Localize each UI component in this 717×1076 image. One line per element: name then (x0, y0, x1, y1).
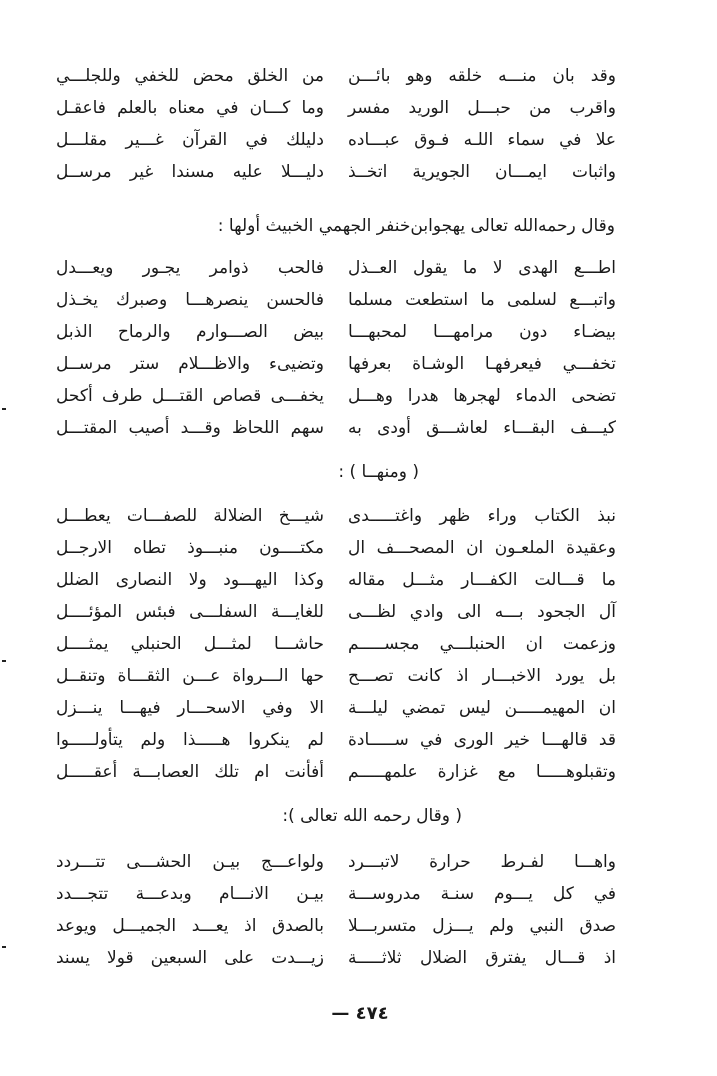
verse-first-hemistich: وزعمت ان الحنبلـــي مجســـــم (348, 634, 616, 654)
verse-second-hemistich: حها الـــرواة عـــن الثقـــاة وتنقــل (56, 666, 324, 686)
poem-section-2 (56, 252, 616, 444)
verse-first-hemistich: واهـــا لفـرط حرارة لاتبـــرد (348, 852, 616, 872)
verse-first-hemistich: واتبـــع لسلمى ما استطعت مسلما (348, 290, 616, 310)
verse-row (56, 660, 616, 692)
verse-first-hemistich: علا في سماء اللـه فـوق عبـــاده (348, 130, 616, 150)
scan-margin-mark (2, 946, 6, 948)
verse-row (56, 156, 616, 188)
verse-first-hemistich: آل الجحود بـــه الى وادي لظـــى (348, 602, 616, 622)
verse-row (56, 628, 616, 660)
verse-second-hemistich: سهم اللحاظ وقـــد أصيب المقتـــل (56, 418, 324, 438)
poem-section-4 (56, 846, 616, 974)
verse-first-hemistich: تضحى الدماء لهجرها هدرا وهـــل (348, 386, 616, 406)
verse-row (56, 564, 616, 596)
verse-first-hemistich: ما قـــالت الكفـــار مثـــل مقاله (348, 570, 616, 590)
verse-first-hemistich: تخفـــي فيعرفهـا الوشـاة بعرفها (348, 354, 616, 374)
verse-second-hemistich: فالحب ذوامر يجـور ويعـــدل (56, 258, 324, 278)
verse-row (56, 910, 616, 942)
verse-first-hemistich: كيـــف البقـــاء لعاشـــق أودى به (348, 418, 616, 438)
verse-second-hemistich: وما كـــان في معناه بالعلم فاعقـل (56, 98, 324, 118)
verse-row (56, 756, 616, 788)
verse-second-hemistich: مكتــــون منبـــوذ تطاه الارجــل (56, 538, 324, 558)
verse-row (56, 348, 616, 380)
verse-second-hemistich: الا وفي الاسحـــار فيهـــا ينـــزل (56, 698, 324, 718)
verse-first-hemistich: وتقبلوهـــــا مع غزارة علمهـــــم (348, 762, 616, 782)
verse-second-hemistich: فالحسن ينصرهـــا وصبرك يخـذل (56, 290, 324, 310)
verse-row (56, 596, 616, 628)
verse-second-hemistich: حاشـــا لمثـــل الحنبلي يمثــــل (56, 634, 324, 654)
verse-row (56, 878, 616, 910)
scan-margin-mark (2, 408, 6, 410)
verse-second-hemistich: دليلك في القرآن غـــير مقلـــل (56, 130, 324, 150)
verse-row (56, 92, 616, 124)
page-number: ٤٧٤ — (331, 1003, 389, 1024)
verse-first-hemistich: وعقيدة الملعـون ان المصحـــف ال (348, 538, 616, 558)
verse-row (56, 724, 616, 756)
verse-second-hemistich: وكذا اليهـــود ولا النصارى الضلل (56, 570, 324, 590)
verse-second-hemistich: ولواعـــج بيـن الحشـــى تتـــردد (56, 852, 324, 872)
verse-second-hemistich: بيض الصـــوارم والرماح الذبل (56, 322, 324, 342)
verse-second-hemistich: أفأنت ام تلك العصابـــة أعقـــــل (56, 762, 324, 782)
verse-first-hemistich: بل يورد الاخبـــار اذ كانت تصـــح (348, 666, 616, 686)
verse-first-hemistich: اذ قـــال يفترق الضلال ثلاثـــــة (348, 948, 616, 968)
verse-first-hemistich: واثبات ايمـــان الجويرية اتخــذ (348, 162, 616, 182)
verse-second-hemistich: زيـــدت على السبعين قولا يسند (56, 948, 324, 968)
verse-row (56, 60, 616, 92)
section-heading: ( وقال رحمه الله تعالى ): (282, 806, 462, 826)
verse-row (56, 532, 616, 564)
verse-second-hemistich: بيـن الانـــام وبدعـــة تتجـــدد (56, 884, 324, 904)
verse-first-hemistich: صدق النبي ولم يـــزل متسربـــلا (348, 916, 616, 936)
verse-row (56, 284, 616, 316)
verse-first-hemistich: في كل يـــوم سنـة مدروســـة (348, 884, 616, 904)
section-heading: وقال رحمه‌الله تعالى يهجوابن‌خنفر الجهمي الخبيث أولها : (217, 216, 615, 236)
verse-second-hemistich: وتضيىء والاظـــلام ستر مرســل (56, 354, 324, 374)
verse-second-hemistich: للغايـــة السفلـــى فبئس المؤئــــل (56, 602, 324, 622)
section-heading: ( ومنهــا ) : (338, 462, 419, 482)
verse-row (56, 252, 616, 284)
verse-row (56, 942, 616, 974)
verse-row (56, 846, 616, 878)
verse-row (56, 124, 616, 156)
verse-second-hemistich: بالصدق اذ يعـــد الجميـــل ويوعد (56, 916, 324, 936)
verse-second-hemistich: يخفـــى قصاص القتـــل طرف أكحل (56, 386, 324, 406)
verse-row (56, 380, 616, 412)
verse-row (56, 692, 616, 724)
scan-margin-mark (2, 660, 6, 662)
verse-row (56, 316, 616, 348)
verse-first-hemistich: وقد بان منـــه خلقه وهو بائـــن (348, 66, 616, 86)
poem-section-3 (56, 500, 616, 788)
verse-second-hemistich: دليـــلا عليه مسندا غير مرســل (56, 162, 324, 182)
verse-second-hemistich: من الخلق محض للخفي وللجلـــي (56, 66, 324, 86)
verse-row (56, 412, 616, 444)
verse-row (56, 500, 616, 532)
verse-first-hemistich: ان المهيمـــــن ليس تمضي ليلـــة (348, 698, 616, 718)
poem-section-1 (56, 60, 616, 188)
verse-first-hemistich: واقرب من حبـــل الوريد مفسر (348, 98, 616, 118)
verse-second-hemistich: لم ينكروا هـــــذا ولم يتأولـــــوا (56, 730, 324, 750)
verse-second-hemistich: شيـــخ الضلالة للصفـــات يعطـــل (56, 506, 324, 526)
verse-first-hemistich: اطـــع الهدى لا ما يقول العــذل (348, 258, 616, 278)
verse-first-hemistich: نبذ الكتاب وراء ظهر واغتـــــدى (348, 506, 616, 526)
verse-first-hemistich: بيضـاء دون مرامهـــا لمحبهـــا (348, 322, 616, 342)
verse-first-hemistich: قد قالهـــا خير الورى في ســـــادة (348, 730, 616, 750)
